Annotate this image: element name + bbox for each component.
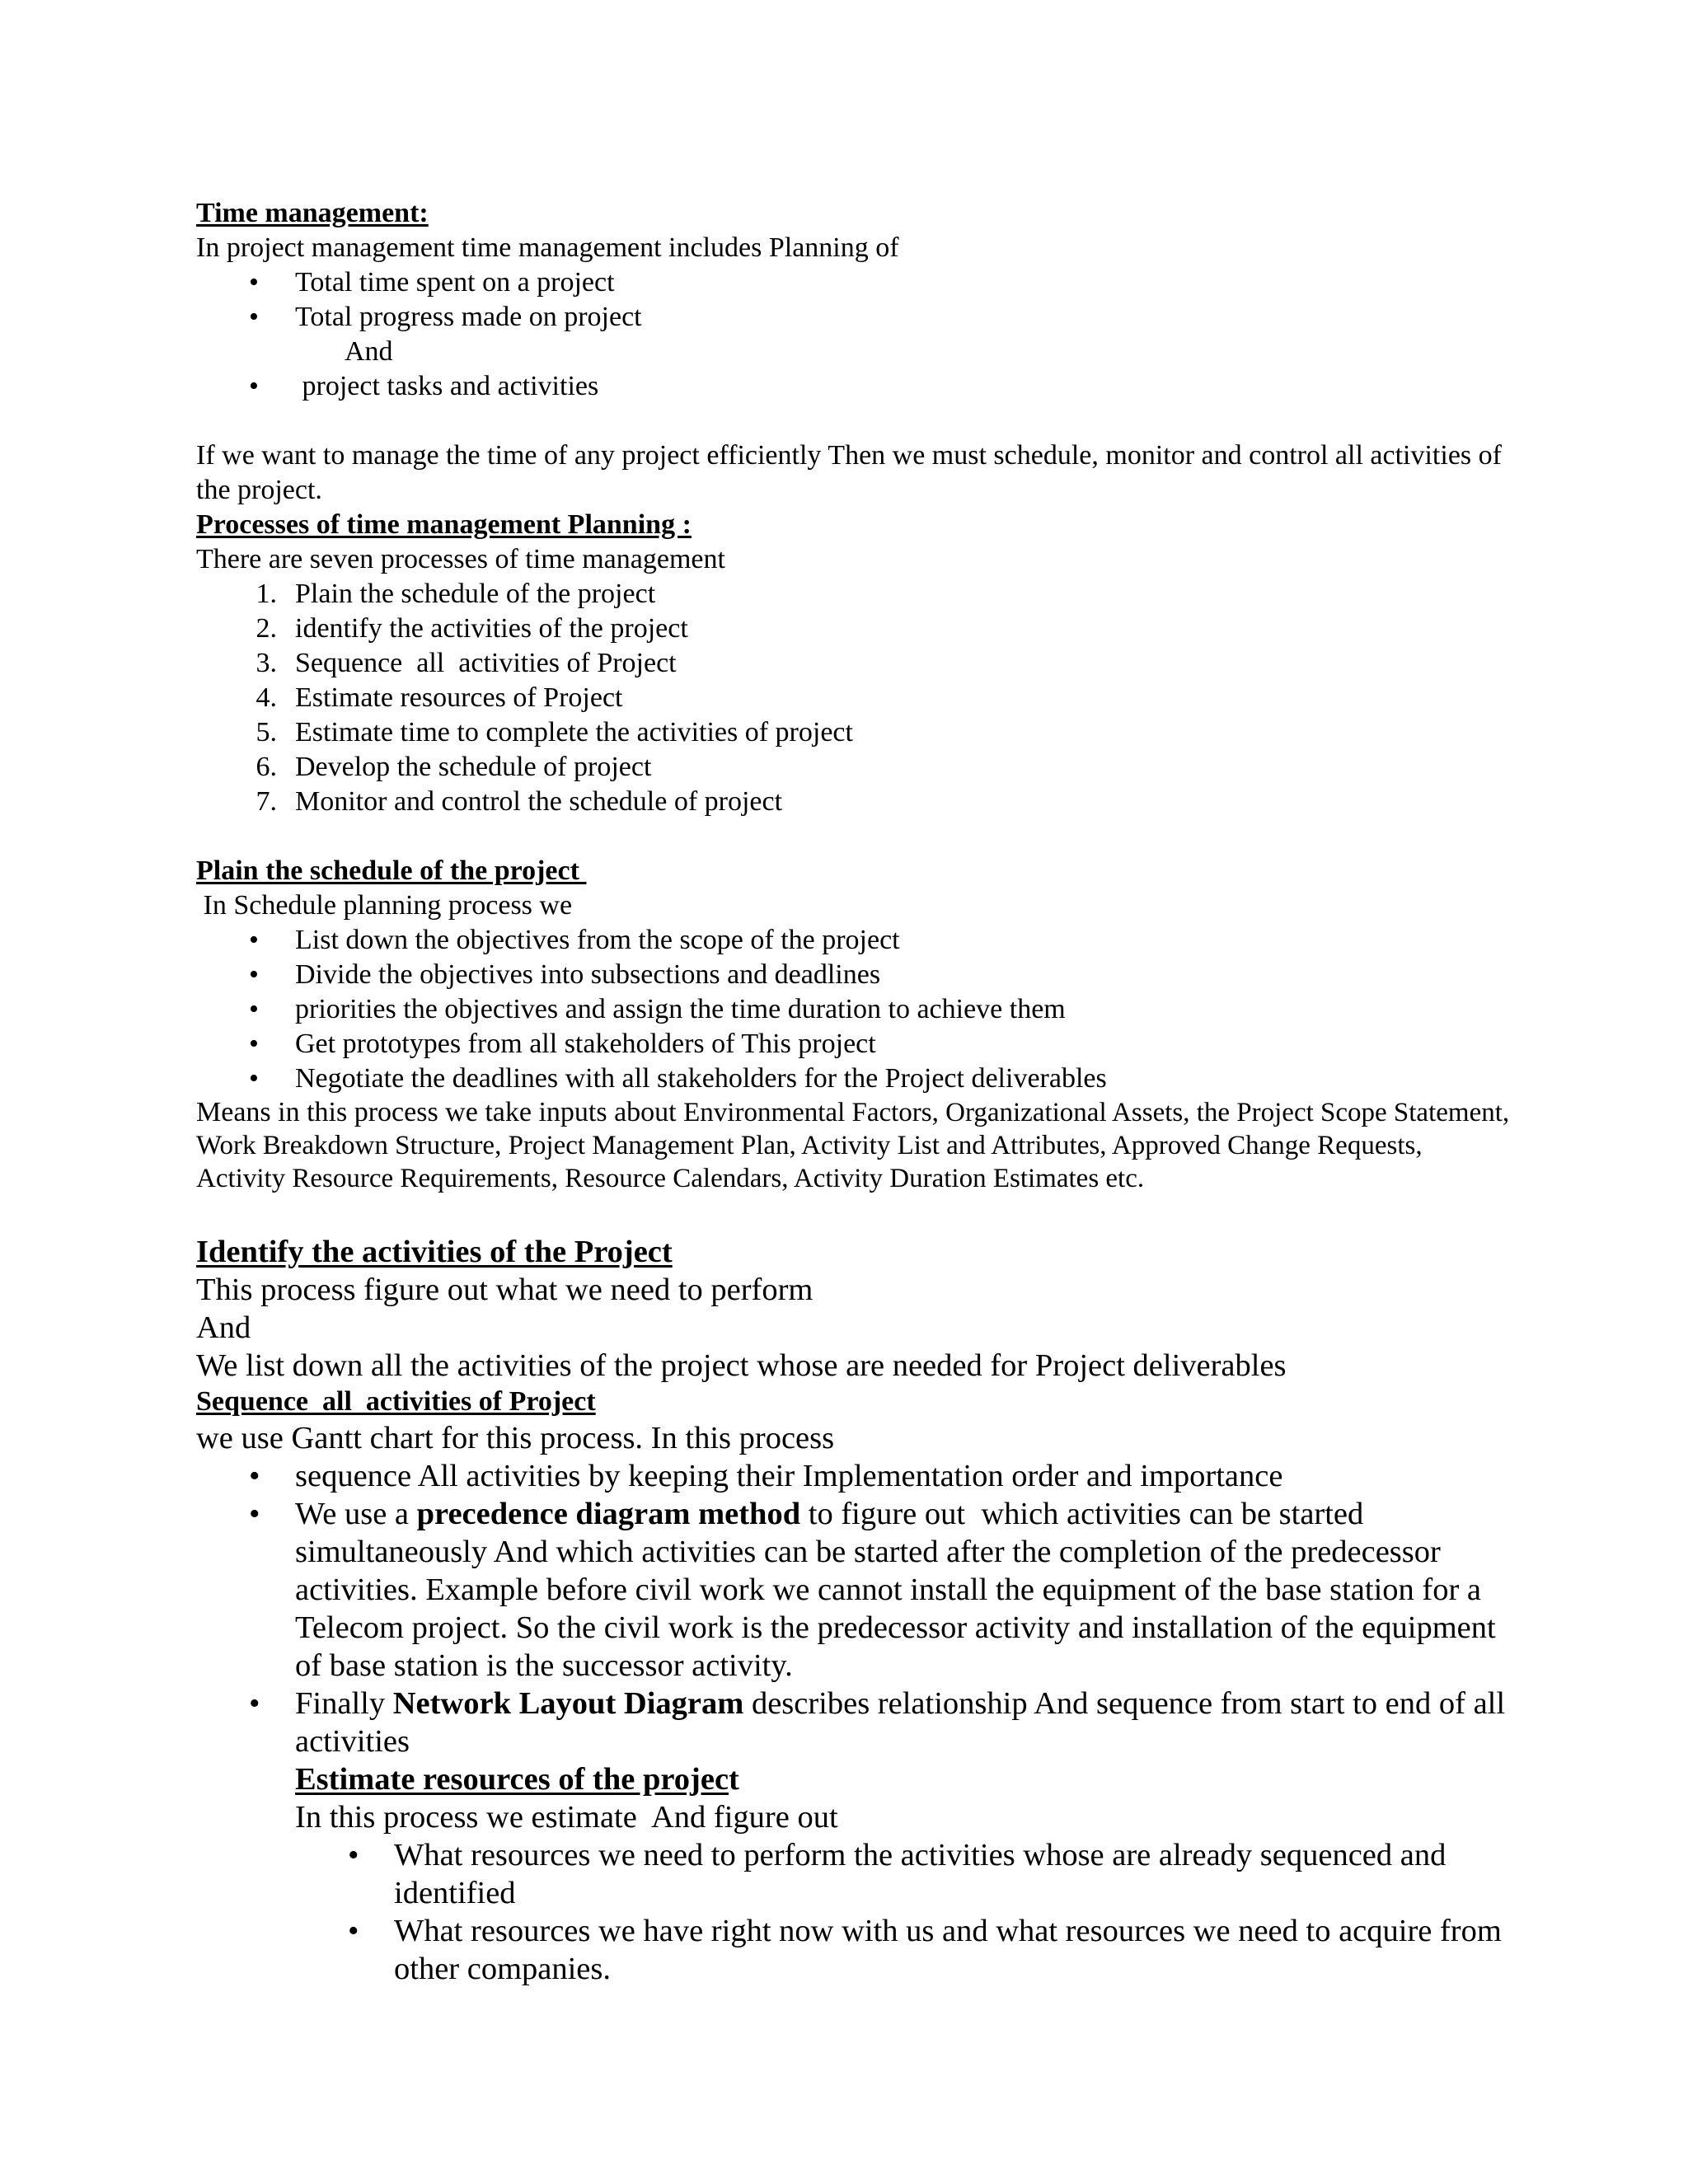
bullet-icon: • bbox=[348, 1914, 359, 1948]
identify-line-3: We list down all the activities of the project whose are needed for Project deliverables bbox=[196, 1348, 1287, 1383]
list-item: 3. Sequence all activities of Project bbox=[256, 648, 677, 678]
identify-line-1: This process figure out what we need to perform bbox=[196, 1272, 814, 1307]
list-item: • project tasks and activities bbox=[295, 369, 1515, 404]
heading-identify: Identify the activities of the Project bbox=[196, 1235, 673, 1269]
list-item: • We use a precedence diagram method to figure out which activities can be started simultaneously And which activities can be started after the completion of the predecessor activities. Example before civil work we cannot install the equipment of the base station for a Telecom project. So the civil work is the predecessor activity and installation of the equipment of base station is the successor activity. bbox=[249, 1497, 1504, 1683]
efficiency-paragraph: If we want to manage the time of any project efficiently Then we must schedule, monitor and control all activities of the project. bbox=[196, 440, 1502, 505]
time-management-intro: In project management time management includes Planning of bbox=[196, 232, 899, 263]
time-management-list bbox=[249, 265, 1515, 404]
list-item: • What resources we need to perform the activities whose are already sequenced and identified bbox=[348, 1838, 1447, 1910]
bullet-icon: • bbox=[249, 1686, 260, 1721]
list-item: 2. identify the activities of the project bbox=[256, 613, 688, 644]
list-item: • List down the objectives from the scope of the project bbox=[295, 923, 1515, 958]
list-item: 7. Monitor and control the schedule of project bbox=[256, 786, 783, 817]
bullet-icon: • bbox=[249, 1459, 260, 1493]
plain-schedule-intro: In Schedule planning process we bbox=[196, 890, 573, 921]
list-item: • priorities the objectives and assign the time duration to achieve them bbox=[295, 992, 1515, 1027]
processes-intro: There are seven processes of time management bbox=[196, 544, 725, 574]
list-item: 4. Estimate resources of Project bbox=[256, 682, 623, 713]
list-item: • Negotiate the deadlines with all stakeholders for the Project deliverables bbox=[295, 1062, 1515, 1096]
bullet-icon: • bbox=[249, 994, 259, 1024]
list-item: • Finally Network Layout Diagram describes relationship And sequence from start to end of all activities bbox=[249, 1686, 1513, 1759]
list-item: 5. Estimate time to complete the activities of project bbox=[256, 717, 853, 748]
sequence-intro: we use Gantt chart for this process. In this process bbox=[196, 1421, 835, 1455]
heading-time-management: Time management: bbox=[196, 198, 429, 228]
estimate-list bbox=[348, 1836, 1515, 1988]
bullet-icon: • bbox=[249, 371, 259, 401]
list-item: • sequence All activities by keeping their Implementation order and importance bbox=[249, 1459, 1283, 1493]
list-item: • Divide the objectives into subsections and deadlines bbox=[295, 958, 1515, 992]
list-item: • Total time spent on a project bbox=[295, 265, 1515, 300]
heading-processes: Processes of time management Planning : bbox=[196, 509, 692, 540]
heading-estimate: Estimate resources of the project bbox=[295, 1762, 739, 1797]
processes-list bbox=[256, 577, 1515, 819]
bullet-icon: • bbox=[249, 959, 259, 990]
list-item: • Total progress made on project bbox=[295, 300, 1515, 335]
plain-schedule-list bbox=[249, 923, 1515, 1096]
estimate-section bbox=[295, 1760, 1515, 1988]
estimate-intro: In this process we estimate And figure out bbox=[295, 1800, 838, 1835]
bullet-icon: • bbox=[249, 925, 259, 955]
and-connector: And bbox=[345, 336, 393, 367]
bullet-icon: • bbox=[249, 1497, 260, 1531]
means-paragraph: Means in this process we take inputs about Environmental Factors, Organizational Assets, the Project Scope Statement, Work Breakdown Structure, Project Management Plan, Activity List and Attributes, Approved Change Requests, Activity Resource Requirements, Resource Calendars, Activity Duration Estimates etc. bbox=[196, 1097, 1510, 1193]
bullet-icon: • bbox=[249, 1063, 259, 1094]
sequence-list bbox=[249, 1457, 1515, 1760]
list-item: 6. Develop the schedule of project bbox=[256, 752, 652, 782]
list-item: • Get prototypes from all stakeholders of This project bbox=[295, 1027, 1515, 1062]
identify-line-2: And bbox=[196, 1310, 251, 1345]
list-item: 1. Plain the schedule of the project bbox=[256, 579, 656, 609]
bullet-icon: • bbox=[348, 1838, 359, 1872]
bullet-icon: • bbox=[249, 267, 259, 298]
list-item: • What resources we have right now with us and what resources we need to acquire from other companies. bbox=[348, 1914, 1502, 1986]
bullet-icon: • bbox=[249, 302, 259, 332]
document-page bbox=[196, 196, 1515, 1988]
heading-sequence: Sequence all activities of Project bbox=[196, 1386, 596, 1417]
bullet-icon: • bbox=[249, 1029, 259, 1059]
heading-plain-schedule: Plain the schedule of the project bbox=[196, 855, 587, 886]
